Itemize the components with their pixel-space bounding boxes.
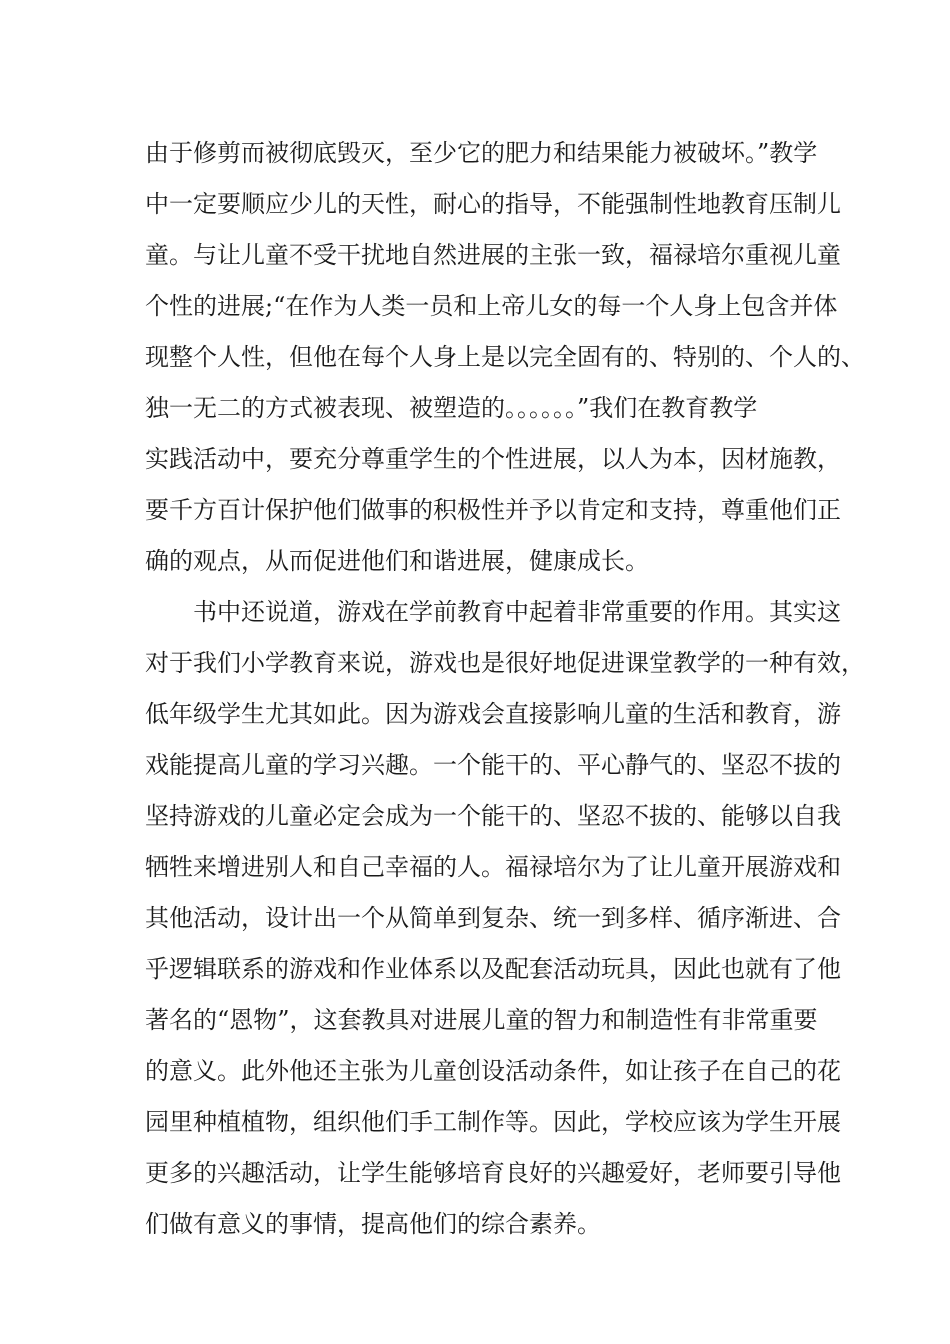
text-line: 童。与让儿童不受干扰地自然进展的主张一致，福禄培尔重视儿童 [145, 241, 841, 269]
text-line: 低年级学生尤其如此。因为游戏会直接影响儿童的生活和教育，游 [145, 700, 841, 728]
text-line: 著名的“恩物”，这套教具对进展儿童的智力和制造性有非常重要 [145, 1006, 818, 1034]
text-line: 书中还说道，游戏在学前教育中起着非常重要的作用。其实这 [193, 598, 841, 626]
text-line: 园里种植植物，组织他们手工制作等。因此，学校应该为学生开展 [145, 1108, 841, 1136]
body-text [145, 128, 865, 1250]
text-line: 更多的兴趣活动，让学生能够培育良好的兴趣爱好，老师要引导他 [145, 1159, 841, 1187]
text-line: 牺牲来增进别人和自己幸福的人。福禄培尔为了让儿童开展游戏和 [145, 853, 841, 881]
text-line: 戏能提高儿童的学习兴趣。一个能干的、平心静气的、坚忍不拔的 [145, 751, 841, 779]
text-line: 对于我们小学教育来说，游戏也是很好地促进课堂教学的一种有效， [145, 649, 865, 677]
text-line: 中一定要顺应少儿的天性，耐心的指导，不能强制性地教育压制儿 [145, 190, 841, 218]
paragraph-2 [145, 587, 865, 1250]
paragraph-1 [145, 128, 865, 587]
text-line: 个性的进展;“在作为人类一员和上帝儿女的每一个人身上包含并体 [145, 292, 838, 320]
text-line: 实践活动中，要充分尊重学生的个性进展，以人为本，因材施教， [145, 445, 841, 473]
text-line: 独一无二的方式被表现、被塑造的。。。。。。”我们在教育教学 [145, 394, 758, 422]
text-line: 要千方百计保护他们做事的积极性并予以肯定和支持，尊重他们正 [145, 496, 841, 524]
text-line: 其他活动，设计出一个从简单到复杂、统一到多样、循序渐进、合 [145, 904, 841, 932]
text-line: 确的观点，从而促进他们和谐进展，健康成长。 [145, 547, 649, 575]
text-line: 乎逻辑联系的游戏和作业体系以及配套活动玩具，因此也就有了他 [145, 955, 841, 983]
text-line: 由于修剪而被彻底毁灭，至少它的肥力和结果能力被破坏。”教学 [145, 139, 818, 167]
text-line: 们做有意义的事情，提高他们的综合素养。 [145, 1210, 601, 1238]
text-line: 现整个人性，但他在每个人身上是以完全固有的、特别的、个人的、 [145, 343, 865, 371]
text-line: 的意义。此外他还主张为儿童创设活动条件，如让孩子在自己的花 [145, 1057, 841, 1085]
text-line: 坚持游戏的儿童必定会成为一个能干的、坚忍不拔的、能够以自我 [145, 802, 841, 830]
